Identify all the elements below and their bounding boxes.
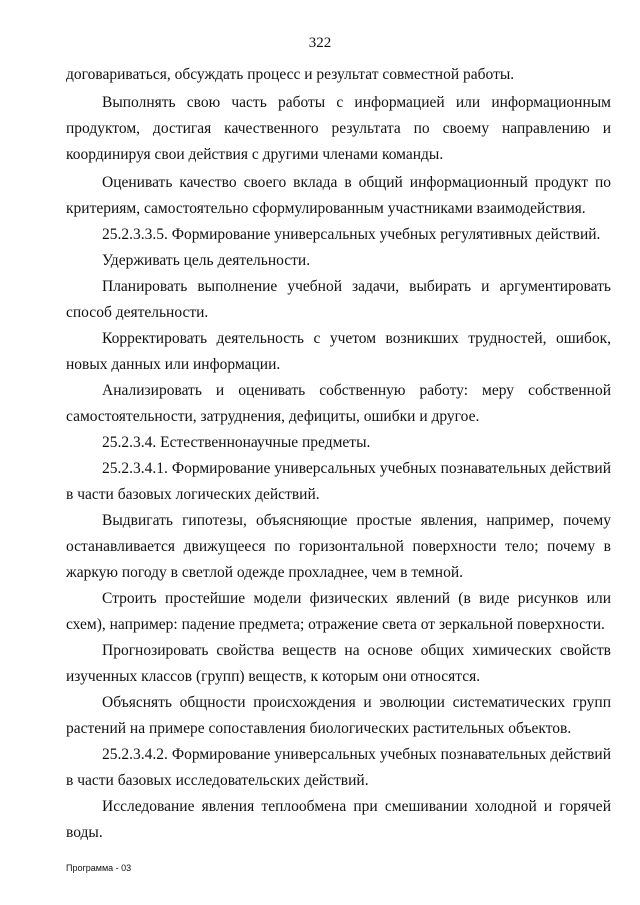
paragraph: Строить простейшие модели физических явлений (в виде рисунков или схем), например: падение предмета; отражение света от зеркальной поверхности.	[66, 590, 611, 633]
paragraph: Исследование явления теплообмена при смешивании холодной и горячей воды.	[66, 798, 611, 841]
paragraph: Выдвигать гипотезы, объясняющие простые явления, например, почему останавливается движущееся по горизонтальной поверхности тело; почему в жаркую погоду в светлой одежде прохладнее, чем в темной.	[66, 512, 611, 581]
paragraph: Объяснять общности происхождения и эволюции систематических групп растений на примере сопоставления биологических растительных объектов.	[66, 694, 611, 737]
paragraph: Корректировать деятельность с учетом возникших трудностей, ошибок, новых данных или информации.	[66, 330, 611, 373]
page-number: 322	[308, 35, 332, 51]
section-heading: 25.2.3.3.5. Формирование универсальных учебных регулятивных действий.	[102, 226, 601, 243]
document-body	[66, 62, 611, 846]
paragraph: Анализировать и оценивать собственную работу: меру собственной самостоятельности, затруднения, дефициты, ошибки и другое.	[66, 382, 611, 425]
section-heading: 25.2.3.4. Естественнонаучные предметы.	[102, 434, 371, 451]
paragraph: Удерживать цель деятельности.	[102, 252, 311, 269]
section-heading: 25.2.3.4.2. Формирование универсальных учебных познавательных действий в части базовых исследовательских действий.	[66, 746, 611, 789]
paragraph-continuation: договариваться, обсуждать процесс и результат совместной работы.	[66, 66, 515, 83]
paragraph: Планировать выполнение учебной задачи, выбирать и аргументировать способ деятельности.	[66, 278, 611, 321]
section-heading: 25.2.3.4.1. Формирование универсальных учебных познавательных действий в части базовых логических действий.	[66, 460, 611, 503]
paragraph: Выполнять свою часть работы с информацией или информационным продуктом, достигая качественного результата по своему направлению и координируя свои действия с другими членами команды.	[66, 94, 611, 163]
footer-program-label: Программа - 03	[66, 863, 132, 873]
paragraph: Прогнозировать свойства веществ на основе общих химических свойств изученных классов (групп) веществ, к которым они относятся.	[66, 642, 611, 685]
paragraph: Оценивать качество своего вклада в общий информационный продукт по критериям, самостоятельно сформулированным участниками взаимодействия.	[66, 174, 611, 217]
